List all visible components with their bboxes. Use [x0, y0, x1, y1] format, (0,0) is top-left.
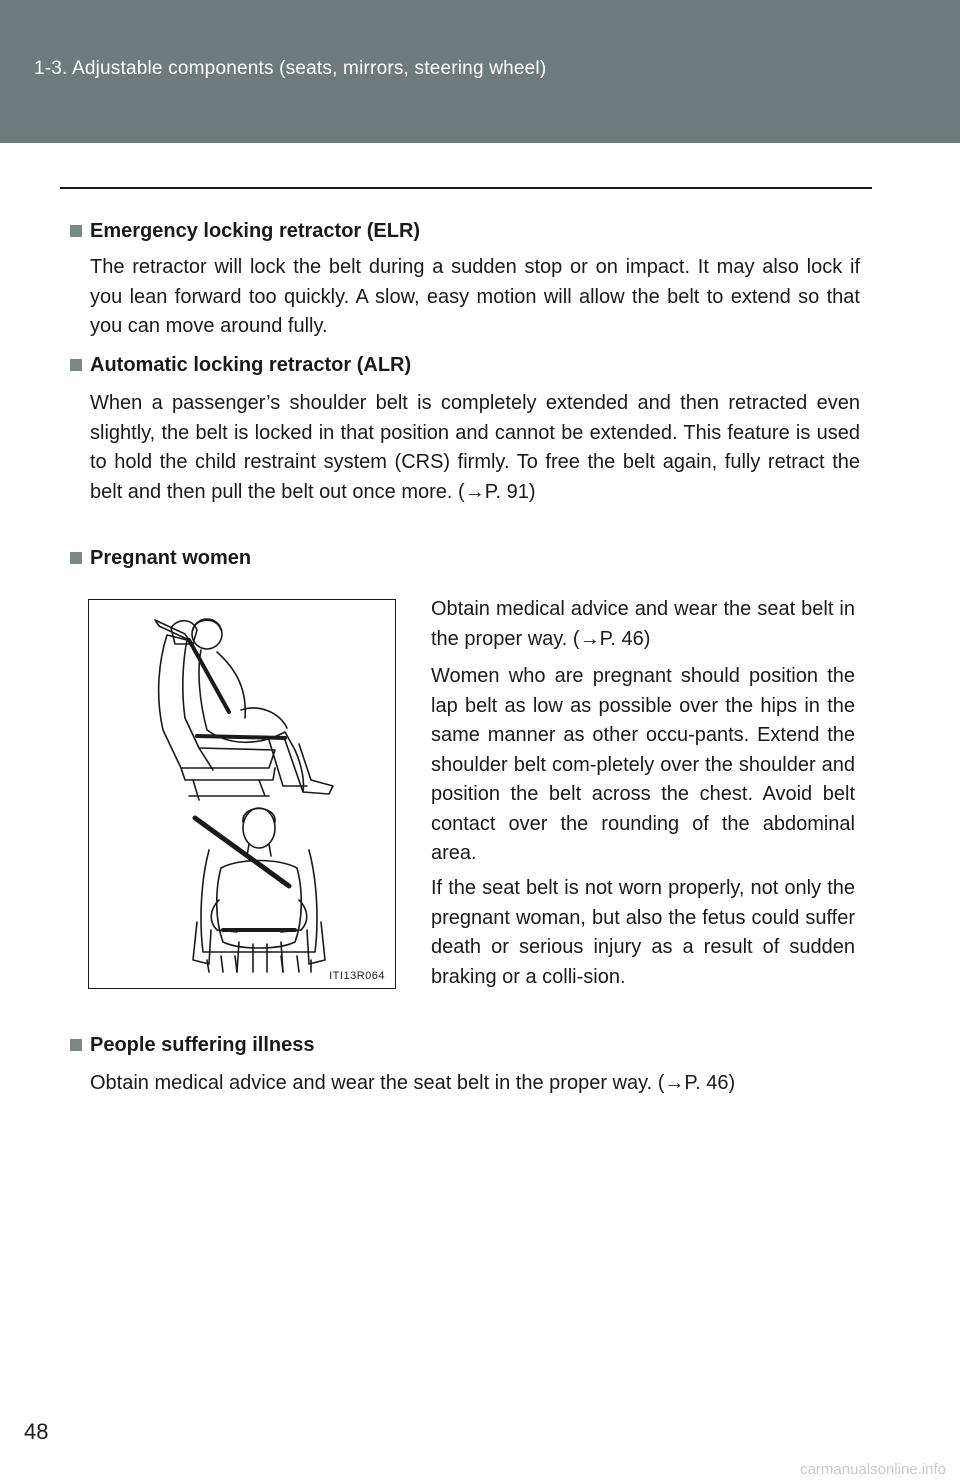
section-heading-pregnant [70, 545, 860, 571]
page-number: 48 [24, 1419, 49, 1444]
square-bullet-icon [70, 1039, 82, 1051]
heading-pregnant-text: Pregnant women [90, 547, 252, 569]
alr-page-ref[interactable]: (→P. 91) [458, 480, 536, 503]
section-heading-alr [70, 352, 860, 378]
square-bullet-icon [70, 359, 82, 371]
section-elr [70, 218, 860, 342]
header-title: 1-3. Adjustable components (seats, mirrors, steering wheel) [34, 58, 547, 79]
heading-illness-text: People suffering illness [90, 1034, 315, 1056]
header-rule [60, 187, 872, 189]
pregnant-seatbelt-illustration [88, 599, 396, 989]
page-header [0, 0, 960, 143]
section-heading-illness [70, 1032, 860, 1058]
pregnant-para-3: If the seat belt is not worn properly, not only the pregnant woman, but also the fetus could suffer death or serious injury as a result of sudden braking or a colli-sion. [431, 877, 855, 988]
heading-alr-text: Automatic locking retractor (ALR) [90, 354, 412, 376]
alr-body [70, 389, 860, 507]
alr-body-text: When a passenger’s shoulder belt is completely extended and then retracted even slightly, the belt is locked in that position and cannot be extended. This feature is used to hold the child restraint system (CRS) firmly. To free the belt again, fully retract the belt and then pull the belt out once more. [90, 392, 860, 503]
pregnant-para-2: Women who are pregnant should position the lap belt as low as possible over the hips in the same manner as other occu-pants. Extend the shoulder belt com-pletely over the shoulder and position the belt across the chest. Avoid belt contact over the rounding of the abdominal area. [431, 665, 855, 864]
square-bullet-icon [70, 552, 82, 564]
section-illness [70, 1032, 860, 1099]
figure-code: ITI13R064 [329, 970, 385, 982]
elr-body: The retractor will lock the belt during a sudden stop or on impact. It may also lock if you lean forward too quickly. A slow, easy motion will allow the belt to extend so that you can move around fully. [90, 256, 860, 337]
heading-elr-text: Emergency locking retractor (ELR) [90, 220, 421, 242]
section-alr [70, 352, 860, 507]
section-pregnant [70, 545, 860, 571]
illness-body: Obtain medical advice and wear the seat belt in the proper way. (→P. 46) [90, 1072, 736, 1094]
watermark[interactable]: carmanualsonline.info [800, 1461, 946, 1478]
seatbelt-figure-drawing [89, 600, 394, 987]
square-bullet-icon [70, 225, 82, 237]
section-heading-elr [70, 218, 860, 244]
pregnant-para-1: Obtain medical advice and wear the seat belt in the proper way. (→P. 46) [431, 598, 855, 650]
